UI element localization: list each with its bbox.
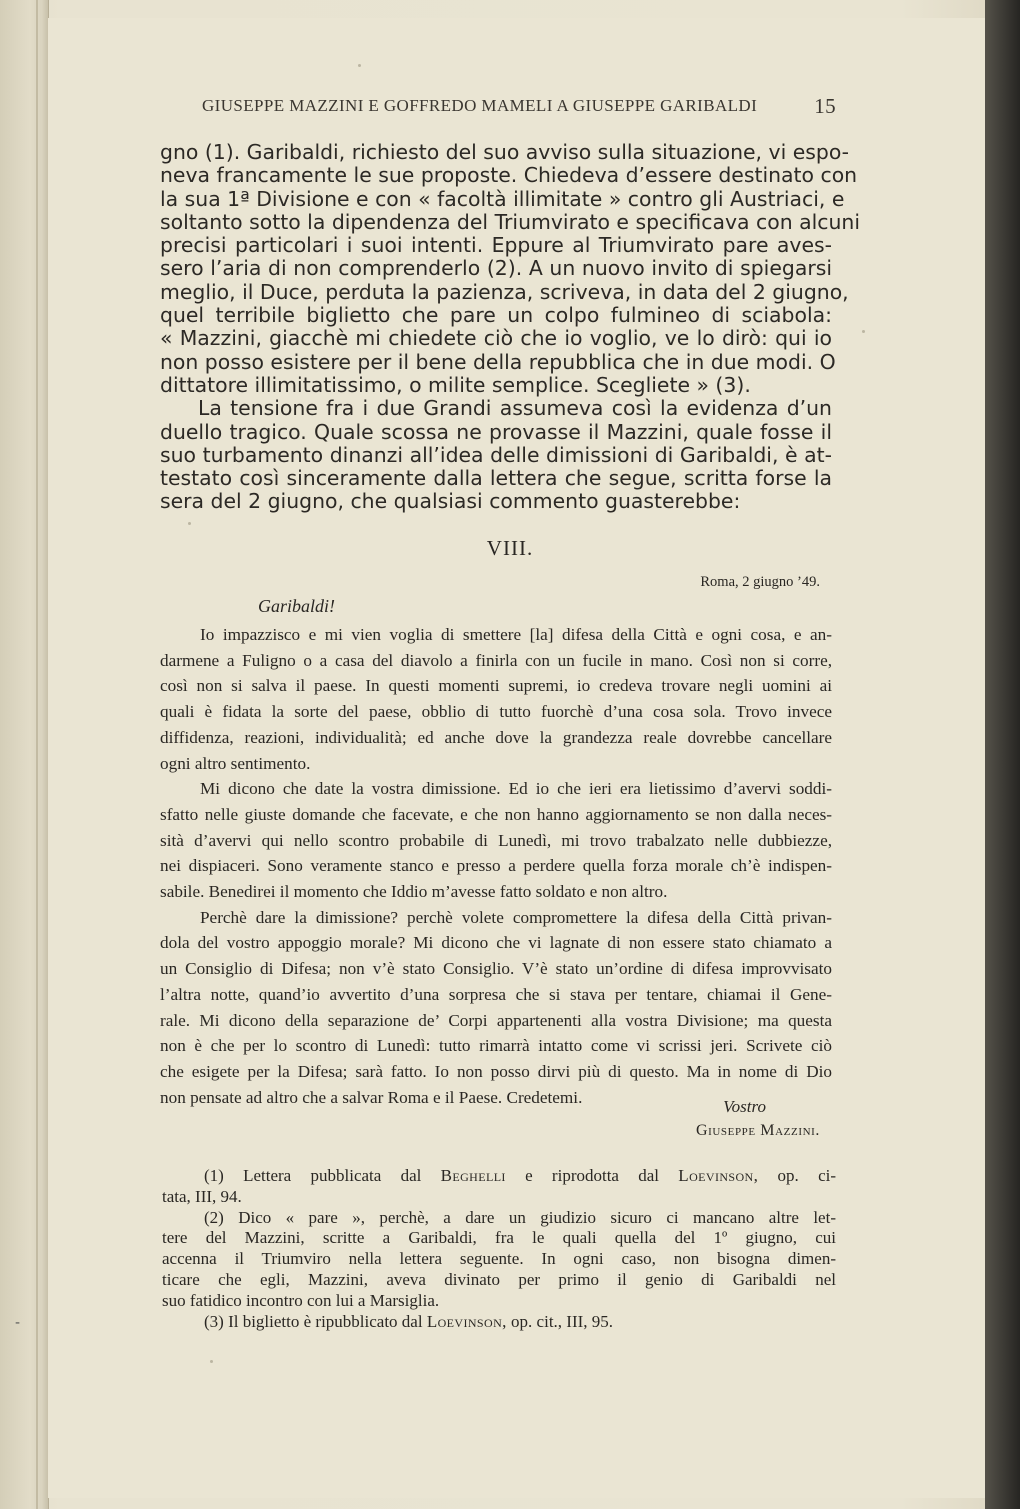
letter-line: quali è fidata la sorte del paese, obblio di tutto fuorchè d’una cosa sola. Trovo invece bbox=[160, 702, 832, 722]
letter-line: un Consiglio di Difesa; non v’è stato Consiglio. V’è stato un’ordine di difesa improvvisato bbox=[160, 959, 832, 979]
margin-mark: - bbox=[15, 1315, 21, 1331]
left-page-edge bbox=[0, 0, 49, 1509]
author-name: Beghelli bbox=[440, 1166, 506, 1185]
footnote-2-line: tere del Mazzini, scritte a Garibaldi, fra le quali quella del 1º giugno, cui bbox=[162, 1228, 836, 1248]
letter-signature: Giuseppe Mazzini. bbox=[695, 1122, 820, 1139]
body-line: La tensione fra i due Grandi assumeva così la evidenza d’un bbox=[198, 396, 832, 421]
letter-line: Perchè dare la dimissione? perchè volete compromettere la difesa della Città privan- bbox=[200, 907, 832, 927]
body-line: sero l’aria di non comprenderlo (2). A un nuovo invito di spiegarsi bbox=[160, 256, 832, 281]
letter-closing: Vostro bbox=[723, 1097, 766, 1116]
letter-dateline: Roma, 2 giugno ’49. bbox=[700, 574, 820, 590]
footnote-2-line: (2) Dico « pare », perchè, a dare un giudizio sicuro ci mancano altre let- bbox=[204, 1207, 836, 1227]
letter-line: non è che per lo scontro di Lunedì: tutto rimarrà intatto come vi scrissi jeri. Scrivete ciò bbox=[160, 1036, 832, 1056]
body-line: duello tragico. Quale scossa ne provasse il Mazzini, quale fosse il bbox=[160, 419, 832, 444]
author-name: Loevinson, bbox=[426, 1311, 507, 1331]
body-line: « Mazzini, giacchè mi chiedete ciò che io voglio, ve lo dirò: qui io bbox=[160, 326, 832, 351]
footnote-1-line: tata, III, 94. bbox=[162, 1186, 242, 1206]
section-number: VIII. bbox=[486, 536, 534, 560]
paper-speck bbox=[188, 522, 191, 525]
footnote-2-line: suo fatidico incontro con lui a Marsiglia. bbox=[162, 1290, 440, 1310]
body-line: precisi particolari i suoi intenti. Eppure al Triumvirato pare aves- bbox=[160, 233, 832, 258]
body-line: meglio, il Duce, perduta la pazienza, scriveva, in data del 2 giugno, bbox=[160, 279, 849, 304]
letter-line: diffidenza, reazioni, individualità; ed anche dove la grandezza reale dovrebbe cancellare bbox=[160, 727, 832, 747]
letter-line: non pensate ad altro che a salvar Roma e il Paese. Credetemi. bbox=[160, 1087, 583, 1107]
body-line: gno (1). Garibaldi, richiesto del suo avviso sulla situazione, vi espo- bbox=[160, 140, 850, 164]
page-number: 15 bbox=[814, 94, 836, 118]
letter-line: sabile. Benedirei il momento che Iddio m’avesse fatto soldato e non altro. bbox=[160, 882, 668, 902]
footnotes bbox=[162, 1166, 836, 1332]
body-line: la sua 1ª Divisione e con « facoltà illimitate » contro gli Austriaci, e bbox=[160, 186, 845, 211]
letter-line: sità d’avervi qui nello scontro probabile di Lunedì, mi trovo trabalzato nelle dubbiezze, bbox=[160, 830, 832, 850]
letter-line: rale. Mi dicono della separazione de’ Corpi appartenenti alla vostra Divisione; ma questa bbox=[160, 1010, 832, 1030]
paper-speck bbox=[210, 1360, 213, 1363]
running-title: GIUSEPPE MAZZINI E GOFFREDO MAMELI A GIUSEPPE GARIBALDI bbox=[202, 96, 758, 115]
body-line: non posso esistere per il bene della repubblica che in due modi. O bbox=[160, 349, 836, 374]
paper-speck bbox=[862, 330, 865, 333]
letter-line: dola del vostro appoggio morale? Mi dicono che vi lagnate di non essere stato chiamato a bbox=[160, 933, 832, 953]
letter-line: l’altra notte, quand’io avvertito d’una sorpresa che si stava per tentare, chiamai il Gene- bbox=[160, 984, 832, 1004]
letter-line: nei dispiaceri. Sono veramente stanco e presso a perdere quella forza morale ch’è indispen- bbox=[160, 856, 832, 876]
body-paragraphs bbox=[160, 140, 861, 514]
letter-line: che esigete per la Difesa; sarà fatto. Io non posso dirvi più di questo. Ma in nome di Dio bbox=[160, 1061, 832, 1081]
footnote-1-line: (1) Lettera pubblicata dal Beghelli e riprodotta dal Loevinson, op. ci- bbox=[204, 1166, 837, 1185]
body-line: soltanto sotto la dipendenza del Triumvirato e specificava con alcuni bbox=[160, 209, 861, 234]
body-line: neva francamente le sue proposte. Chiedeva d’essere destinato con bbox=[160, 163, 858, 188]
footnote-2-line: ticare che egli, Mazzini, aveva divinato per primo il genio di Garibaldi nel bbox=[162, 1269, 836, 1289]
letter-line: sfatto nelle giuste domande che facevate, e che non hanno aggiornamento se non dalla neces- bbox=[160, 804, 832, 824]
letter-text bbox=[160, 622, 832, 1110]
binding-crease bbox=[36, 0, 38, 1509]
body-line: quel terribile biglietto che pare un colpo fulmineo di sciabola: bbox=[160, 303, 832, 328]
body-line: testato così sinceramente dalla lettera che segue, scritta forse la bbox=[160, 466, 832, 491]
body-line: suo turbamento dinanzi all’idea delle dimissioni di Garibaldi, è at- bbox=[160, 442, 832, 467]
paper-speck bbox=[358, 64, 361, 67]
letter-line: così non si salva il paese. In questi momenti supremi, io credeva trovare negli uomini ai bbox=[160, 676, 832, 696]
author-name: Loevinson, bbox=[678, 1166, 759, 1185]
letter-line: darmene a Fuligno o a casa del diavolo a finirla con un fucile in mano. Così non si corre, bbox=[160, 650, 832, 670]
body-line: sera del 2 giugno, che qualsiasi commento guasterebbe: bbox=[160, 489, 741, 514]
letter-line: ogni altro sentimento. bbox=[160, 753, 311, 773]
body-line: dittatore illimitatissimo, o milite semplice. Scegliete » (3). bbox=[160, 372, 751, 397]
letter-salutation: Garibaldi! bbox=[258, 596, 336, 616]
letter-line: Mi dicono che date la vostra dimissione. Ed io che ieri era lietissimo d’avervi soddi- bbox=[200, 779, 832, 799]
right-dark-edge bbox=[985, 0, 1020, 1509]
letter-line: Io impazzisco e mi vien voglia di smettere [la] difesa della Città e ogni cosa, e an- bbox=[200, 625, 832, 644]
footnote-3-line: (3) Il biglietto è ripubblicato dal Loevinson, op. cit., III, 95. bbox=[204, 1311, 614, 1331]
footnote-2-line: accenna il Triumviro nella lettera seguente. In ogni caso, non bisogna dimen- bbox=[162, 1249, 836, 1269]
